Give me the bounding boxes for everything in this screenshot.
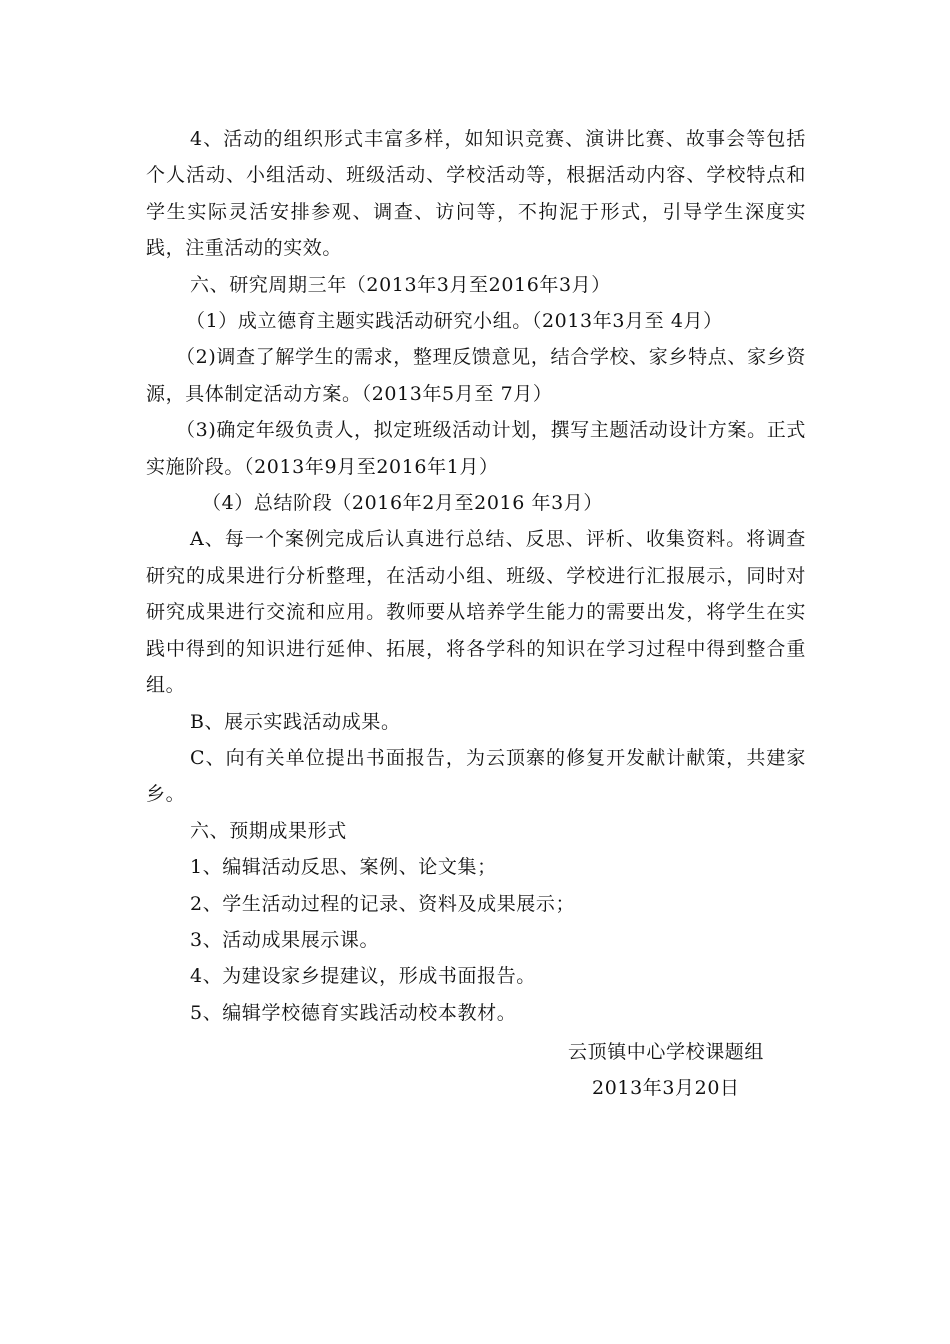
paragraph-item-b: B、展示实践活动成果。 xyxy=(190,710,401,733)
list-item-result-4: 4、为建设家乡提建议，形成书面报告。 xyxy=(190,965,536,988)
signature-organization: 云顶镇中心学校课题组 xyxy=(568,1041,765,1063)
list-item-result-2: 2、学生活动过程的记录、资料及成果展示； xyxy=(190,892,576,915)
paragraph-stage-2: （2)调查了解学生的需求，整理反馈意见，结合学校、家乡特点、家乡资源，具体制定活动方案。（2013年5月至 7月） xyxy=(146,346,806,405)
paragraph-stage-1: （1）成立德育主题实践活动研究小组。（2013年3月至 4月） xyxy=(186,310,723,333)
list-item-result-1: 1、编辑活动反思、案例、论文集； xyxy=(190,856,497,879)
list-item-result-3: 3、活动成果展示课。 xyxy=(190,928,380,951)
paragraph-stage-4: （4）总结阶段（2016年2月至2016 年3月） xyxy=(202,492,604,515)
paragraph-activity-forms: 4、活动的组织形式丰富多样，如知识竞赛、演讲比赛、故事会等包括个人活动、小组活动、班级活动、学校活动等，根据活动内容、学校特点和学生实际灵活安排参观、调查、访问等，不拘泥于形式，引导学生深度实践，注重活动的实效。 xyxy=(146,128,806,260)
paragraph-item-c: C、向有关单位提出书面报告，为云顶寨的修复开发献计献策，共建家乡。 xyxy=(146,746,806,806)
document-body xyxy=(146,121,806,1031)
paragraph-stage-3: （3)确定年级负责人，拟定班级活动计划，撰写主题活动设计方案。正式实施阶段。（2013年9月至2016年1月） xyxy=(146,419,806,478)
heading-research-period: 六、研究周期三年（2013年3月至2016年3月） xyxy=(190,273,611,296)
signature-date: 2013年3月20日 xyxy=(592,1077,740,1099)
paragraph-item-a: A、每一个案例完成后认真进行总结、反思、评析、收集资料。将调查研究的成果进行分析整理，在活动小组、班级、学校进行汇报展示，同时对研究成果进行交流和应用。教师要从培养学生能力的需要出发，将学生在实践中得到的知识进行延伸、拓展，将各学科的知识在学习过程中得到整合重组。 xyxy=(146,528,806,697)
heading-expected-results: 六、预期成果形式 xyxy=(190,819,347,842)
list-item-result-5: 5、编辑学校德育实践活动校本教材。 xyxy=(190,1001,517,1024)
